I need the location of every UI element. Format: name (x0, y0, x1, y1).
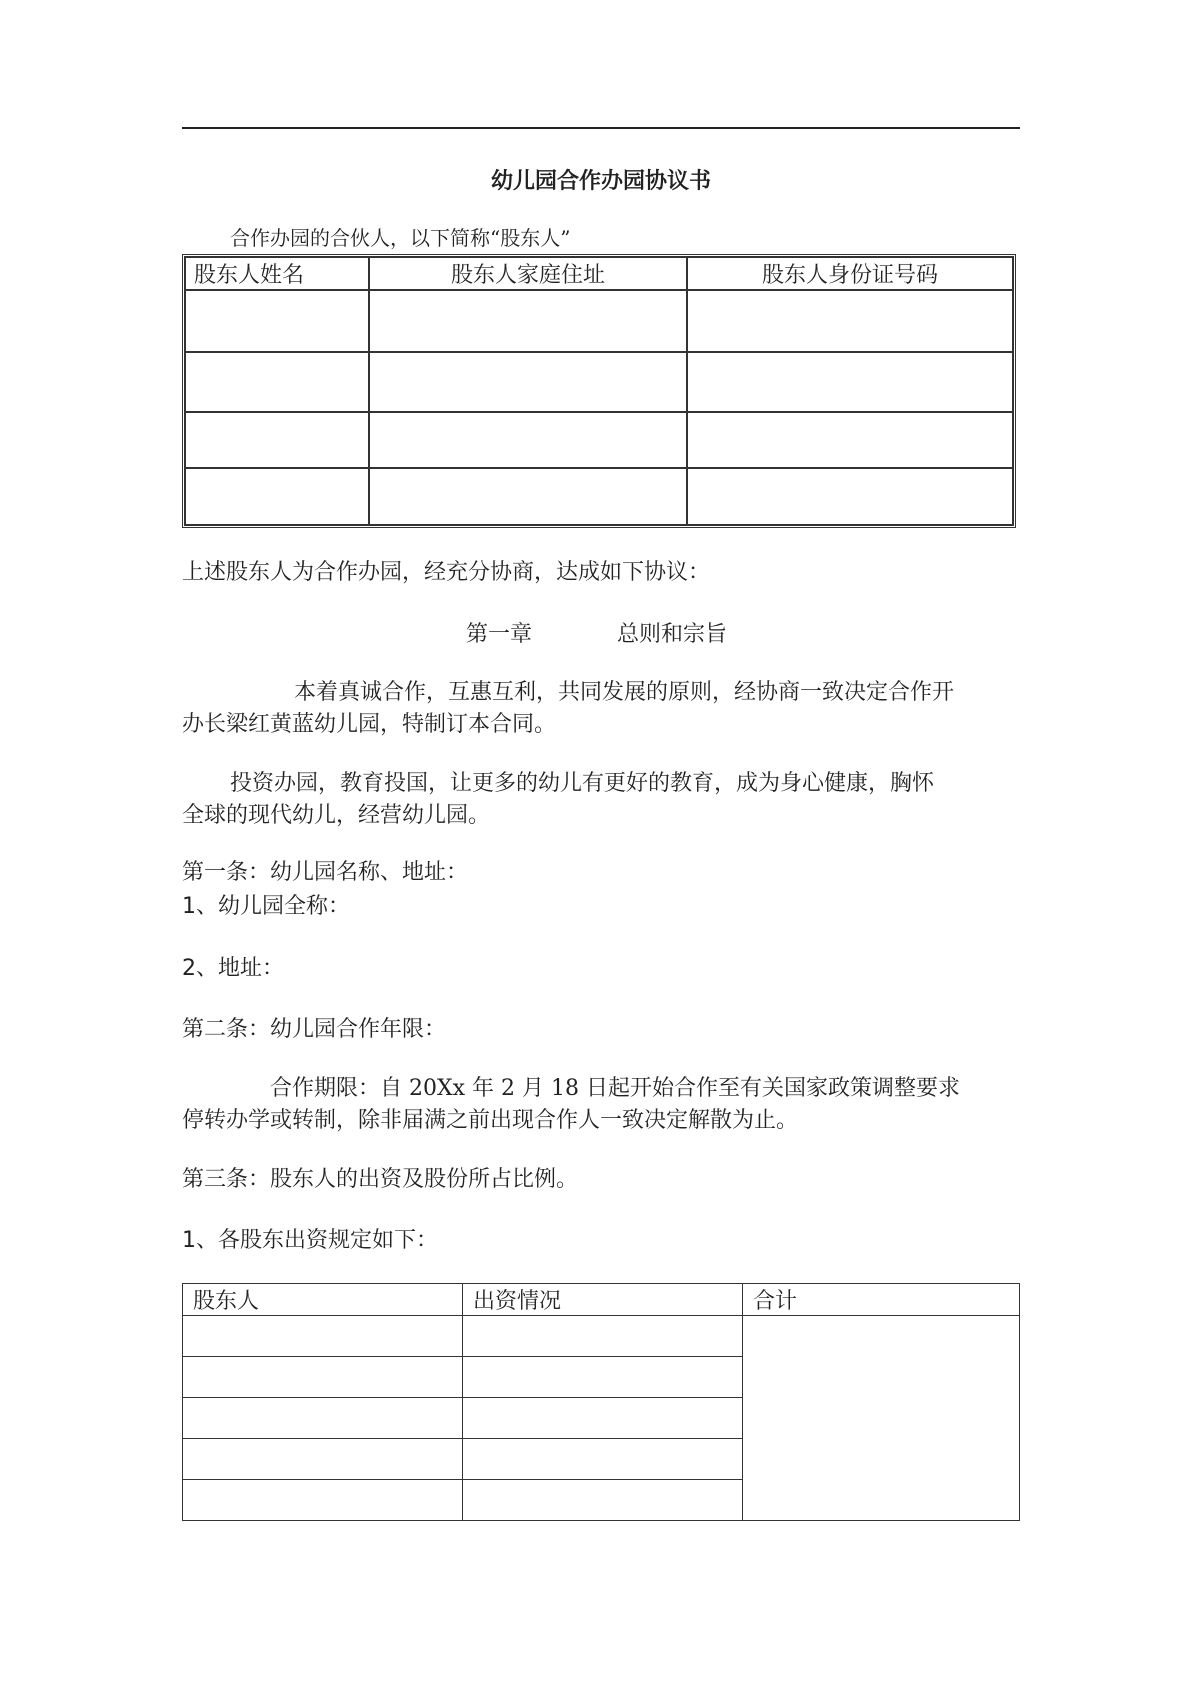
total-cell[interactable] (743, 1316, 1020, 1521)
paragraph-line: 停转办学或转制，除非届满之前出现合作人一致决定解散为止。 (182, 1108, 799, 1133)
article-3-item-1: 1、各股东出资规定如下： (182, 1228, 438, 1253)
header-contribution: 出资情况 (463, 1284, 743, 1316)
table-cell[interactable] (687, 290, 1013, 352)
table-cell[interactable] (183, 1357, 463, 1398)
table-cell[interactable] (369, 468, 687, 525)
partners-table (182, 254, 1016, 528)
table-cell[interactable] (183, 1316, 463, 1357)
article-1-heading: 第一条：幼儿园名称、地址： (182, 860, 469, 885)
article-3-heading: 第三条：股东人的出资及股份所占比例。 (182, 1167, 579, 1192)
paragraph-line: 办长梁红黄蓝幼儿园，特制订本合同。 (182, 712, 557, 737)
table-cell[interactable] (463, 1398, 743, 1439)
paragraph-principles (182, 677, 1020, 741)
table-row (185, 290, 1013, 352)
header-partner-name: 股东人姓名 (185, 257, 369, 290)
table-cell[interactable] (183, 1480, 463, 1521)
article-1-item-1: 1、幼儿园全称： (182, 894, 350, 919)
article-1-item-2: 2、地址： (182, 956, 284, 981)
header-shareholder: 股东人 (183, 1284, 463, 1316)
table-cell[interactable] (185, 468, 369, 525)
table-header-row (183, 1284, 1020, 1316)
table-cell[interactable] (687, 412, 1013, 468)
header-partner-address: 股东人家庭住址 (369, 257, 687, 290)
header-rule (182, 127, 1020, 129)
paragraph-line: 合作期限：自 20Xx 年 2 月 18 日起开始合作至有关国家政策调整要求 (270, 1076, 961, 1101)
table-cell[interactable] (463, 1439, 743, 1480)
table-cell[interactable] (369, 412, 687, 468)
table-header-row (185, 257, 1013, 290)
table-cell[interactable] (183, 1439, 463, 1480)
table-cell[interactable] (463, 1316, 743, 1357)
paragraph-line: 全球的现代幼儿，经营幼儿园。 (182, 803, 491, 828)
header-partner-id: 股东人身份证号码 (687, 257, 1013, 290)
table-cell[interactable] (185, 290, 369, 352)
document-title: 幼儿园合作办园协议书 (490, 169, 711, 194)
paragraph-term (182, 1073, 1020, 1137)
table-row (183, 1316, 1020, 1357)
table-cell[interactable] (463, 1357, 743, 1398)
intro-text: 合作办园的合伙人，以下简称“股东人” (230, 226, 571, 250)
article-2-heading: 第二条：幼儿园合作年限： (182, 1017, 447, 1042)
table-cell[interactable] (369, 290, 687, 352)
paragraph-purpose (182, 768, 1020, 832)
paragraph-line: 投资办园，教育投国，让更多的幼儿有更好的教育，成为身心健康，胸怀 (230, 771, 935, 796)
chapter-number: 第一章 (466, 622, 533, 647)
table-cell[interactable] (185, 352, 369, 412)
chapter-name: 总则和宗旨 (617, 622, 728, 647)
table-row (185, 468, 1013, 525)
agreement-line: 上述股东人为合作办园，经充分协商，达成如下协议： (182, 560, 711, 585)
capital-table (182, 1283, 1020, 1521)
table-cell[interactable] (463, 1480, 743, 1521)
paragraph-line: 本着真诚合作，互惠互利，共同发展的原则，经协商一致决定合作开 (294, 680, 955, 705)
table-cell[interactable] (687, 352, 1013, 412)
table-row (185, 352, 1013, 412)
document-page (182, 0, 1020, 1683)
table-cell[interactable] (185, 412, 369, 468)
table-row (185, 412, 1013, 468)
table-cell[interactable] (369, 352, 687, 412)
table-cell[interactable] (183, 1398, 463, 1439)
table-cell[interactable] (687, 468, 1013, 525)
header-total: 合计 (743, 1284, 1020, 1316)
